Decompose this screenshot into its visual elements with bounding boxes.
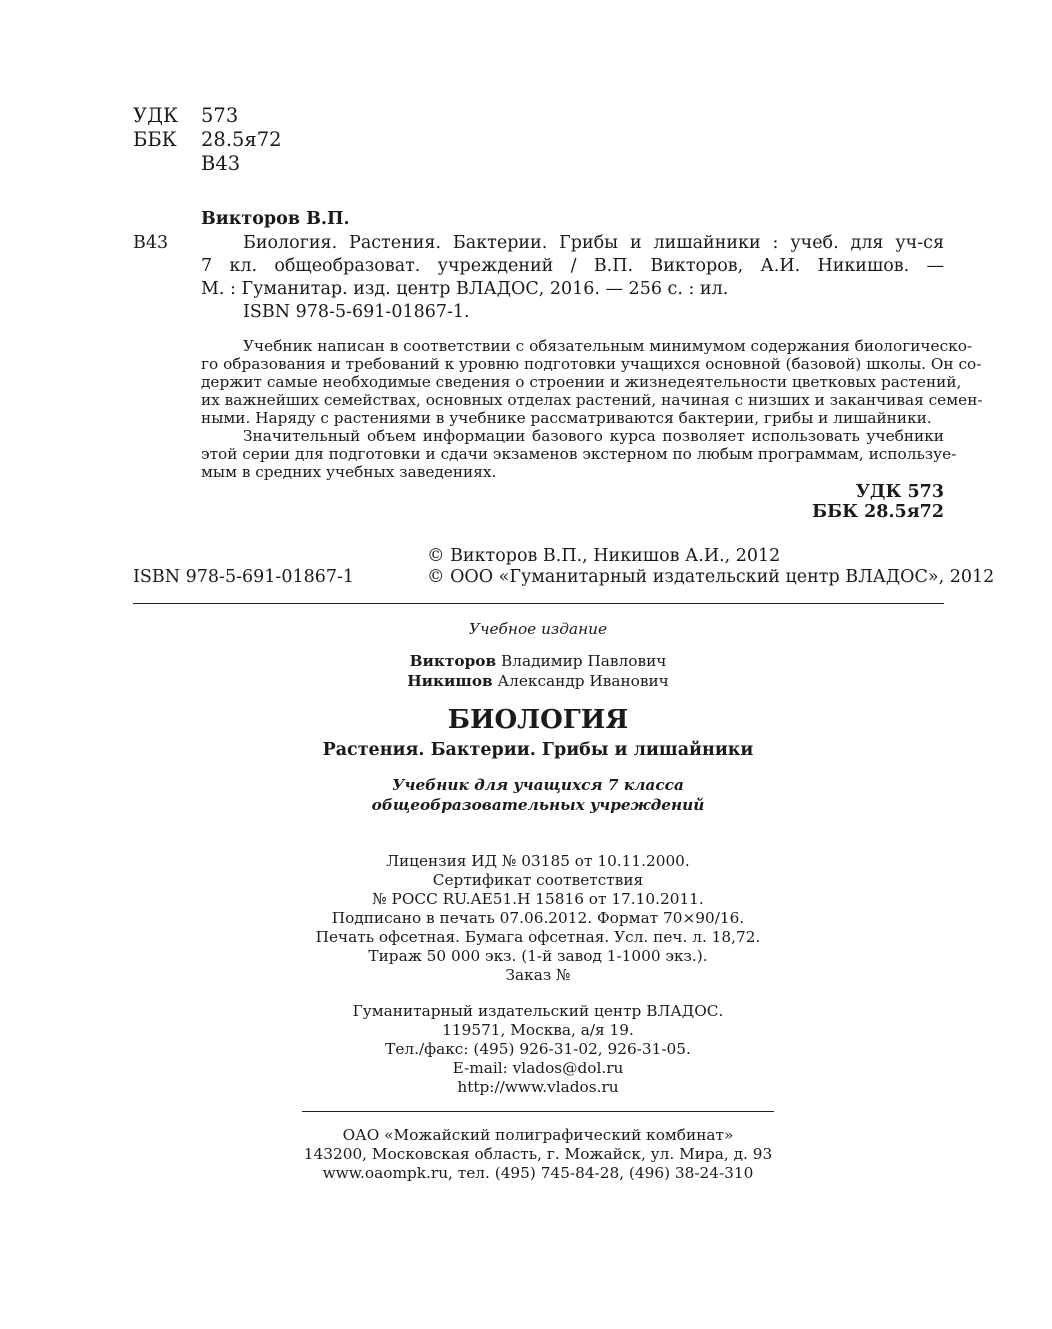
author-line-2 xyxy=(0,672,1052,690)
author-2-rest: Александр Иванович xyxy=(497,672,669,690)
print-detail: Подписано в печать 07.06.2012. Формат 70×90/16. xyxy=(331,909,745,927)
print-detail: Печать офсетная. Бумага офсетная. Усл. печ. л. 18,72. xyxy=(315,928,761,946)
author-1-rest: Владимир Павлович xyxy=(501,652,667,670)
print-detail: Сертификат соответствия xyxy=(432,871,644,889)
abstract-line: держит самые необходимые сведения о строении и жизнедеятельности цветковых растений, xyxy=(201,373,962,391)
abstract-line: Учебник написан в соответствии с обязательным минимумом содержания биологическо- xyxy=(243,337,973,355)
print-detail: Лицензия ИД № 03185 от 10.11.2000. xyxy=(386,852,690,870)
bbk-label: ББК xyxy=(133,128,177,151)
abstract-line: мым в средних учебных заведениях. xyxy=(201,463,497,481)
abstract-line: го образования и требований к уровню подготовки учащихся основной (базовой) школы. Он со- xyxy=(201,355,982,373)
author-line-1 xyxy=(0,652,1052,670)
abstract-line: Значительный объем информации базового курса позволяет использовать учебники xyxy=(243,427,944,445)
book-subtitle: Растения. Бактерии. Грибы и лишайники xyxy=(322,740,754,760)
isbn-bottom: ISBN 978-5-691-01867-1 xyxy=(133,567,355,587)
catalog-isbn: ISBN 978-5-691-01867-1. xyxy=(243,302,470,322)
print-detail: № РОСС RU.AE51.Н 15816 от 17.10.2011. xyxy=(372,890,704,908)
divider-rule xyxy=(133,603,944,604)
book-title: БИОЛОГИЯ xyxy=(447,705,629,735)
author-mark: В43 xyxy=(201,152,241,175)
publisher-line: 119571, Москва, а/я 19. xyxy=(442,1021,634,1039)
catalog-author: Викторов В.П. xyxy=(201,209,350,229)
printer-line: 143200, Московская область, г. Можайск, ул. Мира, д. 93 xyxy=(303,1145,773,1163)
copyright-publisher: © ООО «Гуманитарный издательский центр ВЛАДОС», 2012 xyxy=(427,567,995,587)
catalog-line: 7 кл. общеобразоват. учреждений / В.П. Викторов, А.И. Никишов. — xyxy=(201,256,944,276)
audience-line: общеобразовательных учреждений xyxy=(371,796,705,814)
publisher-line: Тел./факс: (495) 926-31-02, 926-31-05. xyxy=(385,1040,691,1058)
author-2-last: Никишов xyxy=(407,672,493,690)
udk-right: УДК 573 xyxy=(855,482,944,502)
udk-label: УДК xyxy=(133,104,179,127)
catalog-mark: В43 xyxy=(133,233,169,253)
divider-rule-short xyxy=(302,1111,774,1112)
author-1-last: Викторов xyxy=(409,652,497,670)
copyright-author: © Викторов В.П., Никишов А.И., 2012 xyxy=(427,546,781,566)
printer-line: ОАО «Можайский полиграфический комбинат» xyxy=(342,1126,734,1144)
bbk-value: 28.5я72 xyxy=(201,128,282,151)
print-detail: Тираж 50 000 экз. (1-й завод 1-1000 экз.). xyxy=(368,947,708,965)
publisher-line: Гуманитарный издательский центр ВЛАДОС. xyxy=(352,1002,724,1020)
catalog-line: М. : Гуманитар. изд. центр ВЛАДОС, 2016. — 256 с. : ил. xyxy=(201,279,729,299)
bbk-right: ББК 28.5я72 xyxy=(812,502,944,522)
publisher-email: E-mail: vlados@dol.ru xyxy=(452,1059,624,1077)
print-detail: Заказ № xyxy=(505,966,571,984)
abstract-line: их важнейших семействах, основных отделах растений, начиная с низших и заканчивая семен- xyxy=(201,391,983,409)
edition-type: Учебное издание xyxy=(468,620,608,638)
catalog-line: Биология. Растения. Бактерии. Грибы и лишайники : учеб. для уч-ся xyxy=(243,233,944,253)
udk-value: 573 xyxy=(201,104,239,127)
audience-line: Учебник для учащихся 7 класса xyxy=(392,776,684,794)
abstract-line: этой серии для подготовки и сдачи экзаменов экстерном по любым программам, используе- xyxy=(201,445,957,463)
publisher-website: http://www.vlados.ru xyxy=(457,1078,619,1096)
printer-line: www.oaompk.ru, тел. (495) 745-84-28, (496) 38-24-310 xyxy=(322,1164,754,1182)
abstract-line: ными. Наряду с растениями в учебнике рассматриваются бактерии, грибы и лишайники. xyxy=(201,409,932,427)
